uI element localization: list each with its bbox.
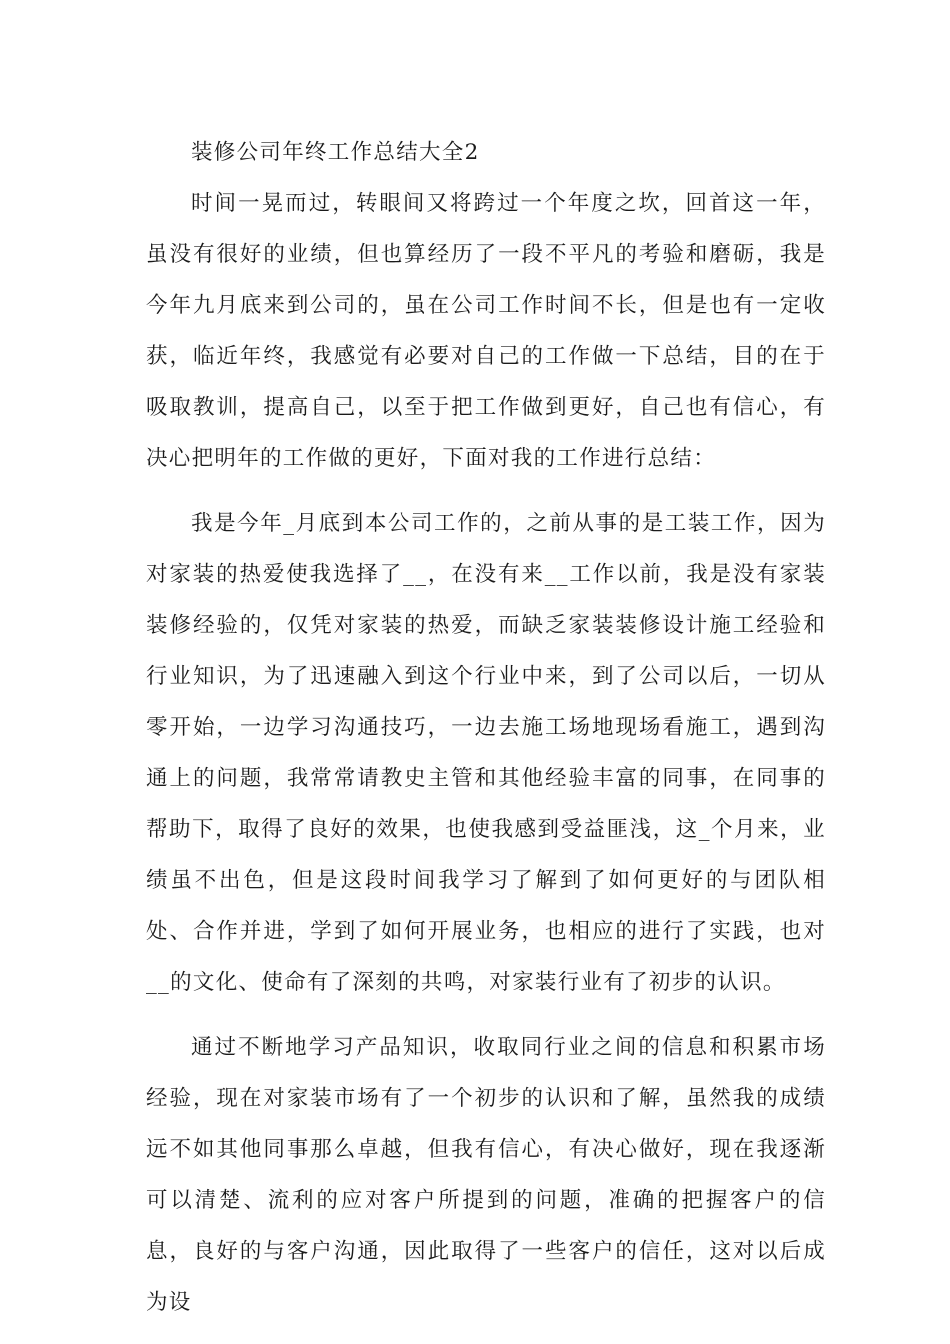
paragraph-1: 时间一晃而过，转眼间又将跨过一个年度之坎，回首这一年，虽没有很好的业绩，但也算经历了一段不平凡的考验和磨砺，我是今年九月底来到公司的，虽在公司工作时间不长，但是也有一定收获，临近年终，我感觉有必要对自己的工作做一下总结，目的在于吸取教训，提高自己，以至于把工作做到更好，自己也有信心，有决心把明年的工作做的更好，下面对我的工作进行总结： <box>146 191 826 471</box>
paragraph-2: 我是今年_月底到本公司工作的，之前从事的是工装工作，因为对家装的热爱使我选择了__，在没有来__工作以前，我是没有家装装修经验的，仅凭对家装的热爱，而缺乏家装装修设计施工经验和行业知识，为了迅速融入到这个行业中来，到了公司以后，一切从零开始，一边学习沟通技巧，一边去施工场地现场看施工，遇到沟通上的问题，我常常请教史主管和其他经验丰富的同事，在同事的帮助下，取得了良好的效果，也使我感到受益匪浅，这_个月来，业绩虽不出色，但是这段时间我学习了解到了如何更好的与团队相处、合作并进，学到了如何开展业务，也相应的进行了实践，也对__的文化、使命有了深刻的共鸣，对家装行业有了初步的认识。 <box>146 511 826 995</box>
paragraph-3: 通过不断地学习产品知识，收取同行业之间的信息和积累市场经验，现在对家装市场有了一个初步的认识和了解，虽然我的成绩远不如其他同事那么卓越，但我有信心，有决心做好，现在我逐渐可以清楚、流利的应对客户所提到的问题，准确的把握客户的信息，良好的与客户沟通，因此取得了一些客户的信任，这对以后成为设 <box>146 1035 826 1315</box>
document-body <box>146 127 826 1342</box>
document-title: 装修公司年终工作总结大全2 <box>191 140 480 165</box>
